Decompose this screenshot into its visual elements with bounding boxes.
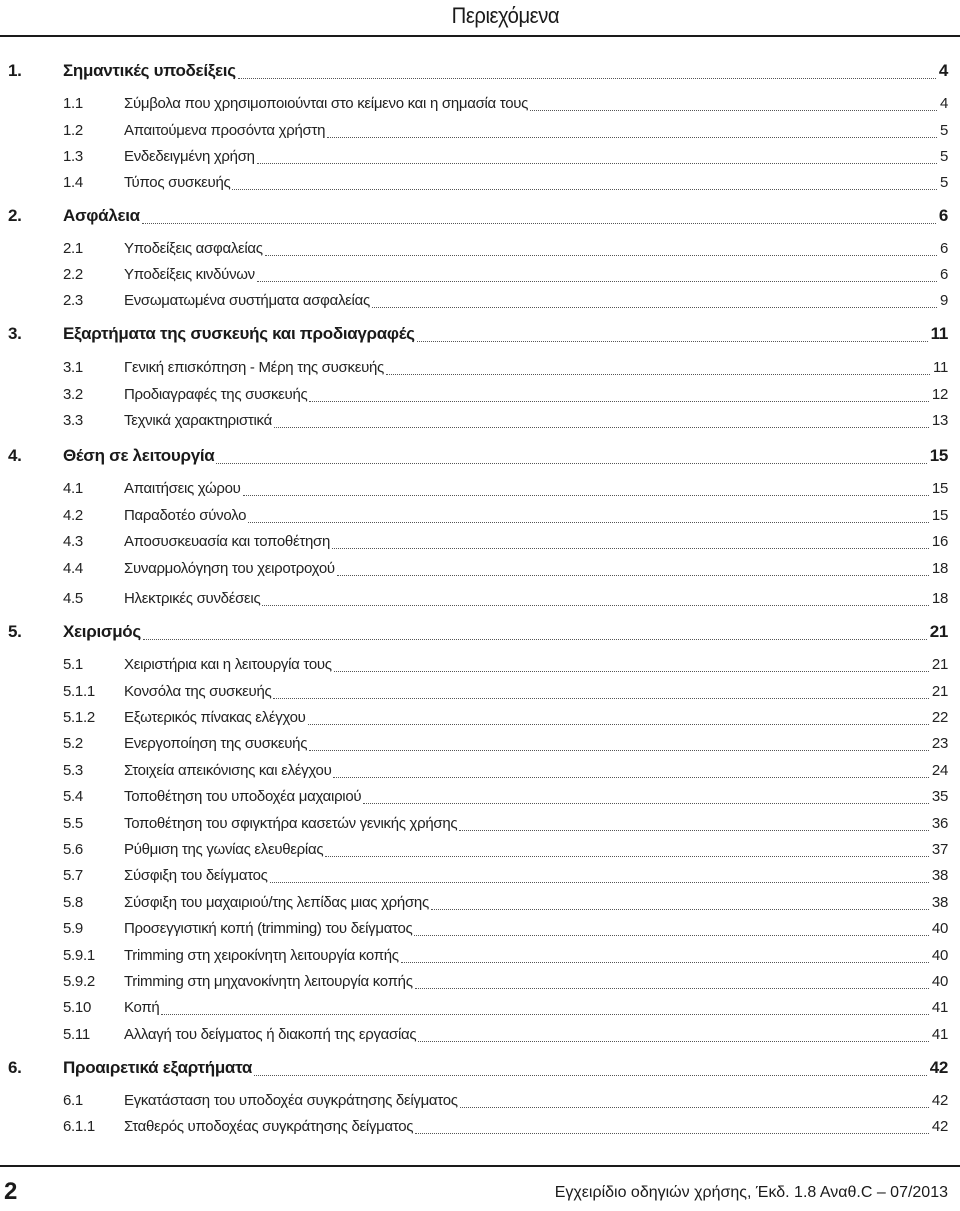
toc-section-entry[interactable]	[0, 480, 960, 502]
toc-entry-number: 5.7	[63, 867, 83, 884]
toc-entry-title: Υποδείξεις κινδύνων	[124, 266, 255, 283]
toc-leader-dots	[243, 480, 929, 496]
toc-entry-title: Εγκατάσταση του υποδοχέα συγκράτησης δείγματος	[124, 1092, 458, 1109]
toc-section-entry[interactable]	[0, 788, 960, 810]
toc-leader-dots	[274, 412, 929, 428]
toc-entry-page: 41	[931, 1026, 948, 1043]
toc-entry-page: 37	[931, 841, 948, 858]
toc-entry-number: 4.2	[63, 507, 83, 524]
toc-entry-title: Συναρμολόγηση του χειροτροχού	[124, 560, 335, 577]
toc-section-entry[interactable]	[0, 122, 960, 144]
toc-leader-dots	[262, 590, 929, 606]
toc-entry-page: 11	[933, 359, 948, 376]
toc-entry-title: Γενική επισκόπηση - Μέρη της συσκευής	[124, 359, 384, 376]
footer-page-number: 2	[4, 1178, 18, 1205]
toc-leader-dots	[401, 947, 929, 963]
toc-entry-number: 4.3	[63, 533, 83, 550]
toc-entry-number: 3.1	[63, 359, 83, 376]
toc-entry-title: Αλλαγή του δείγματος ή διακοπή της εργασίας	[124, 1026, 417, 1043]
toc-leader-dots	[414, 920, 928, 936]
toc-entry-page: 5	[939, 174, 948, 191]
toc-entry-number: 5.	[8, 622, 22, 641]
toc-entry-page: 18	[931, 590, 948, 607]
toc-entry-page: 18	[931, 560, 948, 577]
toc-entry-page: 23	[931, 735, 948, 752]
toc-entry-page: 15	[931, 480, 948, 497]
toc-entry-number: 1.2	[63, 122, 83, 139]
footer-document-info: Εγχειρίδιο οδηγιών χρήσης, Έκδ. 1.8 Αναθ.C – 07/2013	[554, 1184, 948, 1201]
toc-entry-number: 6.1.1	[63, 1118, 95, 1135]
toc-entry-number: 1.1	[63, 95, 83, 112]
toc-leader-dots	[232, 174, 937, 190]
toc-entry-page: 42	[929, 1058, 948, 1077]
toc-entry-number: 5.9	[63, 920, 83, 937]
toc-entry-title: Τύπος συσκευής	[124, 174, 231, 191]
toc-entry-page: 9	[939, 292, 948, 309]
toc-section-entry[interactable]	[0, 533, 960, 555]
toc-entry-page: 40	[931, 920, 948, 937]
toc-entry-number: 1.4	[63, 174, 83, 191]
toc-leader-dots	[265, 240, 937, 256]
toc-section-entry[interactable]	[0, 894, 960, 916]
toc-entry-page: 5	[939, 122, 948, 139]
toc-section-entry[interactable]	[0, 1118, 960, 1140]
toc-entry-title: Χειριστήρια και η λειτουργία τους	[124, 656, 332, 673]
toc-leader-dots	[238, 61, 936, 79]
toc-entry-title: Υποδείξεις ασφαλείας	[124, 240, 263, 257]
toc-entry-title: Σημαντικές υποδείξεις	[63, 61, 236, 80]
toc-entry-title: Σταθερός υποδοχέας συγκράτησης δείγματος	[124, 1118, 414, 1135]
toc-section-entry[interactable]	[0, 920, 960, 942]
toc-entry-title: Χειρισμός	[63, 622, 141, 641]
toc-chapter-entry[interactable]	[0, 446, 960, 468]
toc-entry-page: 13	[931, 412, 948, 429]
toc-entry-title: Trimming στη μηχανοκίνητη λειτουργία κοπής	[124, 973, 413, 990]
toc-entry-title: Παραδοτέο σύνολο	[124, 507, 247, 524]
toc-leader-dots	[257, 148, 937, 164]
toc-leader-dots	[142, 206, 936, 224]
toc-section-entry[interactable]	[0, 709, 960, 731]
toc-entry-number: 4.4	[63, 560, 83, 577]
toc-entry-number: 4.5	[63, 590, 83, 607]
toc-leader-dots	[337, 560, 929, 576]
toc-entry-page: 21	[931, 683, 948, 700]
toc-entry-number: 5.2	[63, 735, 83, 752]
toc-entry-title: Προαιρετικά εξαρτήματα	[63, 1058, 253, 1077]
toc-section-entry[interactable]	[0, 174, 960, 196]
toc-section-entry[interactable]	[0, 266, 960, 288]
toc-leader-dots	[143, 622, 927, 640]
toc-leader-dots	[270, 867, 929, 883]
toc-entry-number: 6.1	[63, 1092, 83, 1109]
toc-section-entry[interactable]	[0, 683, 960, 705]
toc-entry-title: Αποσυσκευασία και τοποθέτηση	[124, 533, 331, 550]
toc-entry-page: 6	[939, 240, 948, 257]
toc-entry-number: 2.1	[63, 240, 83, 257]
toc-entry-page: 41	[931, 999, 948, 1016]
toc-leader-dots	[308, 709, 929, 725]
footer-rule	[0, 1165, 960, 1167]
page-title: Περιεχόμενα	[451, 3, 560, 28]
toc-entry-title: Προσεγγιστική κοπή (trimming) του δείγματος	[124, 920, 413, 937]
toc-entry-page: 35	[931, 788, 948, 805]
toc-entry-page: 22	[931, 709, 948, 726]
toc-leader-dots	[530, 95, 937, 111]
toc-entry-number: 5.1.1	[63, 683, 95, 700]
page-header	[0, 0, 960, 38]
toc-section-entry[interactable]	[0, 412, 960, 434]
toc-entry-page: 40	[931, 947, 948, 964]
toc-entry-number: 5.8	[63, 894, 83, 911]
toc-entry-number: 5.10	[63, 999, 91, 1016]
toc-entry-title: Κονσόλα της συσκευής	[124, 683, 272, 700]
toc-entry-title: Θέση σε λειτουργία	[63, 446, 215, 465]
toc-entry-number: 3.	[8, 324, 22, 343]
toc-entry-number: 4.	[8, 446, 22, 465]
toc-leader-dots	[248, 507, 929, 523]
toc-entry-page: 4	[939, 95, 948, 112]
toc-entry-title: Κοπή	[124, 999, 160, 1016]
toc-section-entry[interactable]	[0, 95, 960, 117]
toc-entry-page: 40	[931, 973, 948, 990]
toc-section-entry[interactable]	[0, 386, 960, 408]
toc-entry-title: Προδιαγραφές της συσκευής	[124, 386, 308, 403]
toc-leader-dots	[325, 841, 929, 857]
toc-section-entry[interactable]	[0, 999, 960, 1021]
toc-leader-dots	[332, 533, 929, 549]
toc-leader-dots	[254, 1058, 927, 1076]
toc-entry-title: Σύμβολα που χρησιμοποιούνται στο κείμενο και η σημασία τους	[124, 95, 529, 112]
toc-entry-page: 6	[939, 266, 948, 283]
toc-entry-page: 36	[931, 815, 948, 832]
toc-leader-dots	[309, 386, 928, 402]
toc-leader-dots	[161, 999, 928, 1015]
toc-section-entry[interactable]	[0, 656, 960, 678]
toc-entry-number: 5.4	[63, 788, 83, 805]
toc-chapter-entry[interactable]	[0, 61, 960, 83]
toc-entry-title: Τοποθέτηση του υποδοχέα μαχαιριού	[124, 788, 362, 805]
toc-leader-dots	[459, 815, 929, 831]
toc-entry-title: Ενδεδειγμένη χρήση	[124, 148, 255, 165]
toc-entry-number: 4.1	[63, 480, 83, 497]
toc-section-entry[interactable]	[0, 148, 960, 170]
toc-entry-title: Ενσωματωμένα συστήματα ασφαλείας	[124, 292, 370, 309]
toc-entry-title: Τεχνικά χαρακτηριστικά	[124, 412, 272, 429]
toc-entry-number: 5.1.2	[63, 709, 95, 726]
toc-entry-title: Σύσφιξη του μαχαιριού/της λεπίδας μιας χρήσης	[124, 894, 429, 911]
toc-entry-page: 11	[930, 324, 948, 343]
toc-entry-title: Trimming στη χειροκίνητη λειτουργία κοπής	[124, 947, 399, 964]
toc-entry-title: Απαιτήσεις χώρου	[124, 480, 241, 497]
toc-section-entry[interactable]	[0, 867, 960, 889]
toc-chapter-entry[interactable]	[0, 206, 960, 228]
toc-entry-number: 2.	[8, 206, 22, 225]
toc-leader-dots	[460, 1092, 929, 1108]
toc-entry-number: 5.6	[63, 841, 83, 858]
toc-entry-title: Εξαρτήματα της συσκευής και προδιαγραφές	[63, 324, 415, 343]
toc-entry-page: 4	[938, 61, 948, 80]
toc-entry-page: 15	[931, 507, 948, 524]
toc-chapter-entry[interactable]	[0, 622, 960, 644]
toc-entry-number: 5.3	[63, 762, 83, 779]
toc-leader-dots	[386, 359, 930, 375]
toc-entry-page: 24	[931, 762, 948, 779]
toc-leader-dots	[418, 1026, 929, 1042]
toc-entry-title: Απαιτούμενα προσόντα χρήστη	[124, 122, 326, 139]
toc-entry-page: 38	[931, 894, 948, 911]
toc-entry-number: 5.5	[63, 815, 83, 832]
toc-entry-title: Ασφάλεια	[63, 206, 140, 225]
toc-entry-number: 5.9.2	[63, 973, 95, 990]
toc-leader-dots	[334, 656, 929, 672]
toc-entry-title: Ενεργοποίηση της συσκευής	[124, 735, 308, 752]
toc-entry-page: 38	[931, 867, 948, 884]
toc-entry-number: 1.3	[63, 148, 83, 165]
toc-entry-page: 21	[929, 622, 948, 641]
toc-entry-page: 6	[938, 206, 948, 225]
toc-leader-dots	[333, 762, 928, 778]
toc-entry-title: Τοποθέτηση του σφιγκτήρα κασετών γενικής χρήσης	[124, 815, 458, 832]
toc-entry-title: Στοιχεία απεικόνισης και ελέγχου	[124, 762, 332, 779]
toc-entry-page: 42	[931, 1118, 948, 1135]
toc-section-entry[interactable]	[0, 240, 960, 262]
toc-leader-dots	[273, 683, 928, 699]
toc-entry-number: 3.2	[63, 386, 83, 403]
toc-entry-title: Ρύθμιση της γωνίας ελευθερίας	[124, 841, 324, 858]
toc-entry-number: 1.	[8, 61, 22, 80]
toc-entry-number: 2.2	[63, 266, 83, 283]
toc-entry-title: Εξωτερικός πίνακας ελέγχου	[124, 709, 306, 726]
toc-entry-page: 5	[939, 148, 948, 165]
toc-leader-dots	[372, 292, 937, 308]
toc-entry-page: 15	[929, 446, 948, 465]
toc-section-entry[interactable]	[0, 947, 960, 969]
toc-leader-dots	[216, 446, 926, 464]
toc-entry-number: 2.3	[63, 292, 83, 309]
toc-chapter-entry[interactable]	[0, 1058, 960, 1080]
toc-section-entry[interactable]	[0, 762, 960, 784]
toc-leader-dots	[363, 788, 929, 804]
toc-section-entry[interactable]	[0, 973, 960, 995]
toc-entry-page: 12	[931, 386, 948, 403]
toc-leader-dots	[257, 266, 937, 282]
toc-section-entry[interactable]	[0, 507, 960, 529]
header-rule	[0, 35, 960, 37]
toc-section-entry[interactable]	[0, 590, 960, 612]
toc-entry-number: 5.1	[63, 656, 83, 673]
toc-leader-dots	[415, 973, 929, 989]
toc-section-entry[interactable]	[0, 1092, 960, 1114]
toc-section-entry[interactable]	[0, 815, 960, 837]
toc-leader-dots	[309, 735, 929, 751]
toc-entry-number: 5.11	[63, 1026, 90, 1043]
toc-leader-dots	[415, 1118, 929, 1134]
toc-entry-number: 3.3	[63, 412, 83, 429]
toc-entry-page: 16	[931, 533, 948, 550]
toc-entry-title: Ηλεκτρικές συνδέσεις	[124, 590, 261, 607]
toc-leader-dots	[417, 324, 928, 342]
toc-chapter-entry[interactable]	[0, 324, 960, 346]
toc-leader-dots	[327, 122, 937, 138]
toc-section-entry[interactable]	[0, 560, 960, 582]
toc-section-entry[interactable]	[0, 292, 960, 314]
toc-entry-page: 42	[931, 1092, 948, 1109]
toc-section-entry[interactable]	[0, 359, 960, 381]
toc-entry-page: 21	[931, 656, 948, 673]
toc-entry-number: 6.	[8, 1058, 22, 1077]
toc-leader-dots	[431, 894, 929, 910]
toc-entry-title: Σύσφιξη του δείγματος	[124, 867, 268, 884]
toc-section-entry[interactable]	[0, 1026, 960, 1048]
toc-entry-number: 5.9.1	[63, 947, 95, 964]
toc-section-entry[interactable]	[0, 735, 960, 757]
toc-section-entry[interactable]	[0, 841, 960, 863]
